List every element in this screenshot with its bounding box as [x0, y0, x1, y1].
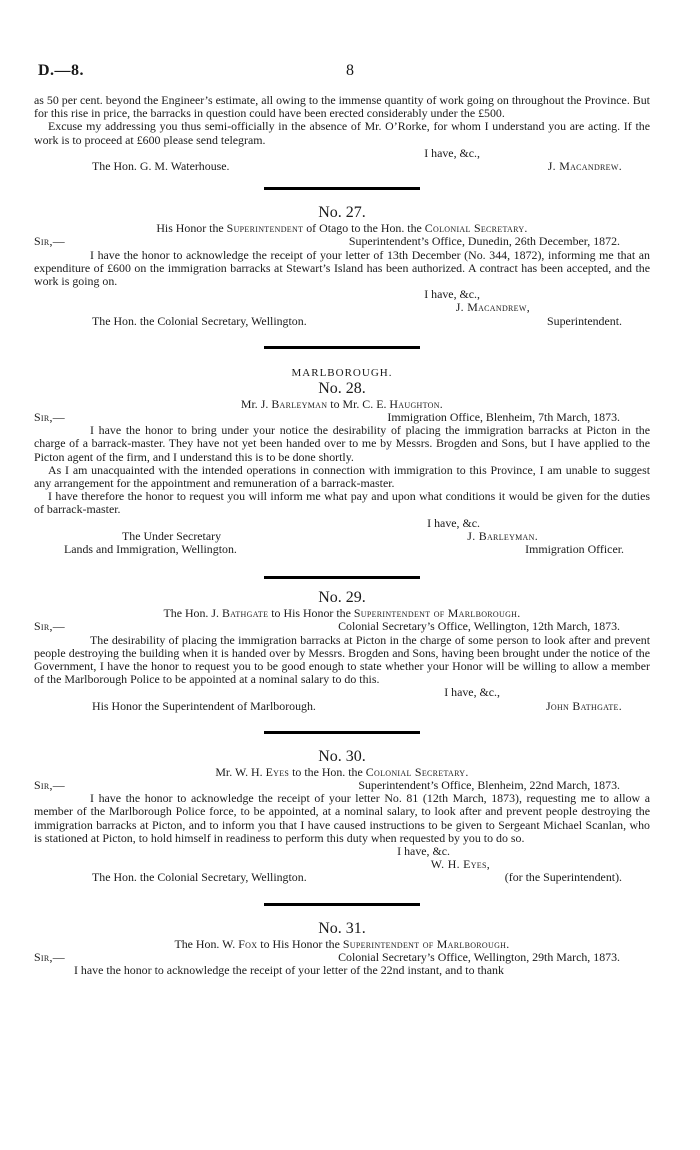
- place-date: Immigration Office, Blenheim, 7th March, 1873.: [387, 410, 620, 425]
- salutation-row: [34, 951, 650, 964]
- letter-heading: His Honor the Superintendent of Otago to the Hon. the Colonial Secretary.: [156, 221, 528, 236]
- signature: J. Macandrew.: [547, 159, 622, 174]
- salutation: Sir,—: [34, 234, 65, 249]
- letter-body: I have the honor to acknowledge the receipt of your letter No. 81 (12th March, 1873), requesting me to allow a member of the Marlborough Police force, to be appointed, at a nominal salary, to look after and prevent people destroying the immigration barracks at Picton, and to inform you that I have caused instructions to be given to Sergeant Michael Scanlan, who is stationed at Picton, to hold himself in readiness to perform this duty when requested by you to do so.: [34, 791, 650, 845]
- signer-title: Superintendent.: [547, 313, 622, 328]
- letter-29: [34, 589, 650, 713]
- salutation-row: [34, 620, 650, 633]
- signature-row: [34, 543, 650, 556]
- addressee: The Under Secretary: [122, 528, 222, 543]
- salutation: Sir,—: [34, 778, 65, 793]
- addressee: The Hon. the Colonial Secretary, Wellington.: [92, 870, 307, 885]
- letter-body: The desirability of placing the immigration barracks at Picton in the charge of some person to look after and prevent people destroying the building when it is handed over by Messrs. Brogden and Sons, having been brought under the notice of the Government, I have the honor to request you to be good enough to state whether your Honor will be willing to allow a member of the Marlborough Police to be appointed at a nominal salary to do this.: [34, 632, 650, 687]
- signer-title: (for the Superintendent).: [504, 870, 622, 885]
- letter-number: No. 27.: [318, 204, 366, 222]
- page-content: [34, 94, 650, 977]
- salutation-row: [34, 411, 650, 424]
- salutation-row: [34, 235, 650, 248]
- letter-heading: Mr. J. Barleyman to Mr. C. E. Haughton.: [240, 396, 444, 411]
- place-date: Superintendent’s Office, Dunedin, 26th December, 1872.: [348, 234, 620, 249]
- signature: W. H. Eyes,: [430, 857, 490, 872]
- letter-body: I have therefore the honor to request you will inform me what pay and upon what conditions it would be given for the duties of barrack-master.: [34, 489, 650, 517]
- place-date: Superintendent’s Office, Blenheim, 22nd March, 1873.: [358, 778, 620, 793]
- closing: I have, &c.,: [424, 145, 480, 160]
- letter-30: [34, 748, 650, 885]
- letter-body: I have the honor to acknowledge the receipt of your letter of 13th December (No. 344, 1872), informing me that an expenditure of £600 on the immigration barracks at Stewart’s Island has been authorized. A contract has been accepted, and the work is going on.: [34, 247, 650, 289]
- continuation-paragraph: as 50 per cent. beyond the Engineer’s estimate, all owing to the immense quantity of work going on throughout the Province. But for this rise in price, the barracks in question could have been erected considerably under the £500.: [34, 93, 650, 121]
- letter-31: [34, 920, 650, 978]
- signature: J. Macandrew,: [455, 300, 530, 315]
- place-date: Colonial Secretary’s Office, Wellington, 29th March, 1873.: [338, 949, 620, 964]
- salutation: Sir,—: [34, 949, 65, 964]
- region-heading: MARLBOROUGH.: [291, 366, 393, 379]
- signature-row: [34, 315, 650, 328]
- signature-row: [34, 160, 650, 173]
- addressee: Lands and Immigration, Wellington.: [64, 542, 237, 557]
- letter-28: [34, 367, 650, 556]
- letter-number: No. 30.: [318, 747, 366, 765]
- letter-heading: Mr. W. H. Eyes to the Hon. the Colonial Secretary.: [215, 764, 469, 779]
- closing: I have, &c.,: [444, 685, 500, 700]
- letter-heading: The Hon. W. Fox to His Honor the Superintendent of Marlborough.: [174, 936, 510, 951]
- signature-row: [34, 871, 650, 884]
- addressee: His Honor the Superintendent of Marlborough.: [92, 698, 316, 713]
- page-number: 8: [346, 62, 354, 79]
- signature: John Bathgate.: [545, 698, 622, 713]
- place-date: Colonial Secretary’s Office, Wellington, 12th March, 1873.: [338, 619, 620, 634]
- letter-number: No. 28.: [318, 379, 366, 397]
- salutation-row: [34, 779, 650, 792]
- signature-row: [34, 700, 650, 713]
- salutation: Sir,—: [34, 619, 65, 634]
- letter-number: No. 31.: [318, 919, 366, 937]
- closing: I have, &c.,: [424, 287, 480, 302]
- letter-body: I have the honor to acknowledge the receipt of your letter of the 22nd instant, and to thank: [74, 963, 504, 978]
- closing: I have, &c.: [427, 515, 480, 530]
- letter-heading: The Hon. J. Bathgate to His Honor the Superintendent of Marlborough.: [163, 606, 521, 621]
- salutation: Sir,—: [34, 410, 65, 425]
- closing: I have, &c.: [397, 844, 450, 859]
- page-header: [0, 62, 700, 82]
- letter-number: No. 29.: [318, 589, 366, 607]
- document-code: D.—8.: [38, 62, 85, 79]
- continuation-paragraph: Excuse my addressing you thus semi-officially in the absence of Mr. O’Rorke, for whom I understand you are acting. If the work is to proceed at £600 please send telegram.: [34, 119, 650, 147]
- letter-body: I have the honor to bring under your notice the desirability of placing the immigration barracks at Picton in the charge of a barrack-master. They have not yet been handed over to me by Messrs. Brogden and Sons, but I have applied to the Picton agent of the firm, and I understand this is to be done shortly.: [34, 423, 650, 464]
- letter-body: As I am unacquainted with the intended operations in connection with immigration to this Province, I am unable to suggest any arrangement for the appointment and remuneration of a barrack-master.: [34, 462, 650, 491]
- letter-27: [34, 204, 650, 328]
- signature: J. Barleyman.: [467, 528, 538, 543]
- addressee: The Hon. G. M. Waterhouse.: [92, 159, 230, 174]
- signer-title: Immigration Officer.: [525, 542, 624, 557]
- addressee: The Hon. the Colonial Secretary, Wellington.: [92, 313, 307, 328]
